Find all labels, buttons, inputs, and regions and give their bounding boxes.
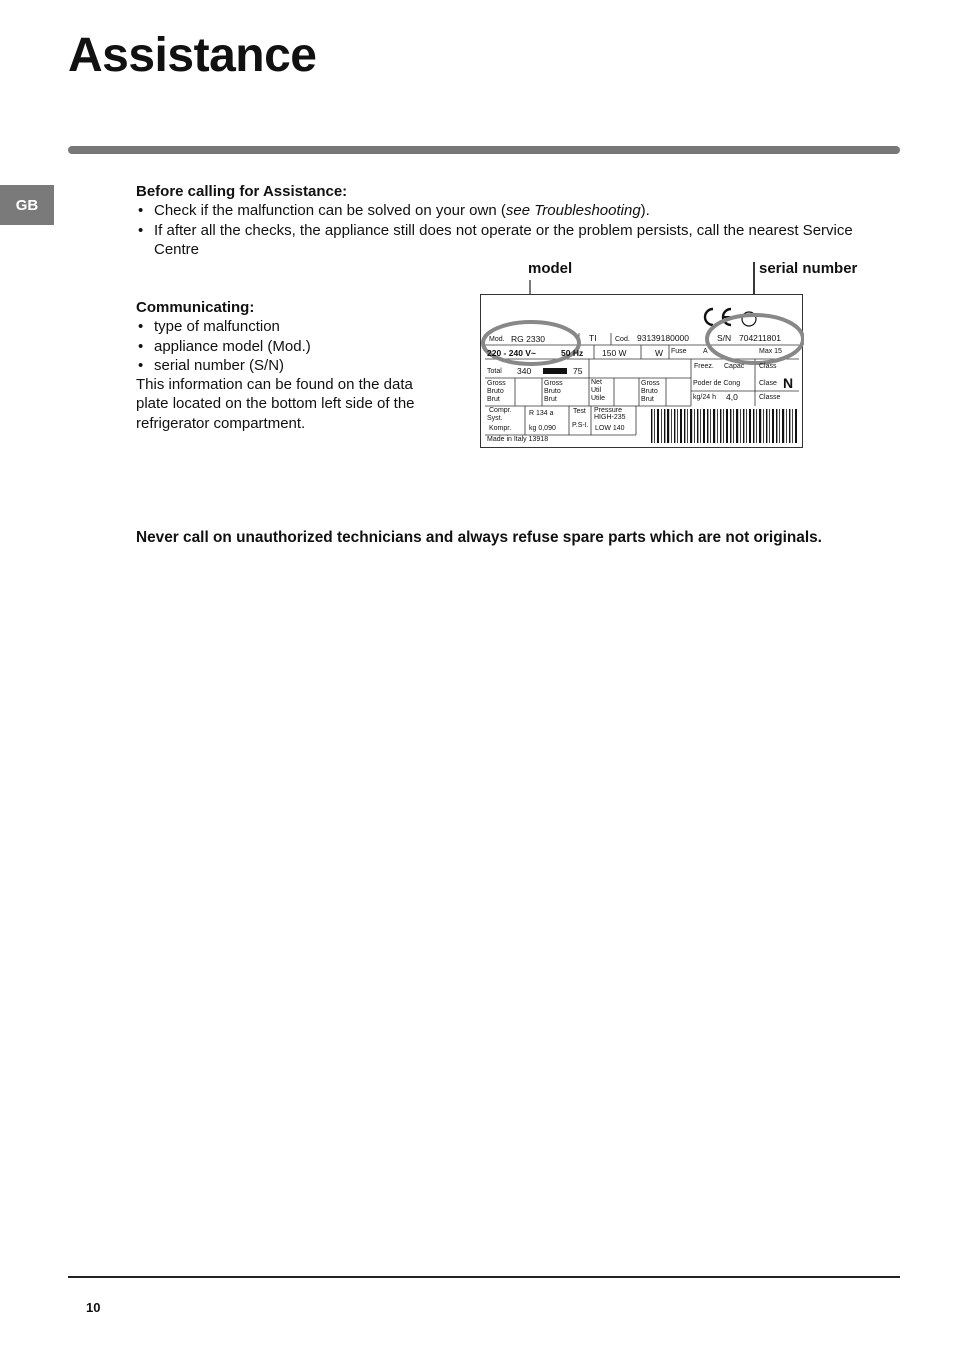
language-tab: GB (0, 185, 54, 225)
plate-sn-label: S/N (717, 333, 732, 343)
serial-number-callout-label: serial number (759, 260, 858, 277)
plate-w: W (655, 348, 664, 358)
plate-class: Class (759, 363, 777, 370)
page-title: Assistance (68, 29, 317, 82)
footer-divider (68, 1276, 900, 1278)
plate-test: Test (573, 408, 586, 415)
plate-bruto-3: Bruto (641, 388, 658, 395)
plate-gross-2: Gross (544, 380, 563, 387)
plate-fuse-a: A (703, 348, 708, 355)
plate-classe: Classe (759, 394, 781, 401)
bullet-text: Check if the malfunction can be solved on your own ( (154, 202, 506, 220)
troubleshooting-reference: see Troubleshooting (505, 202, 641, 220)
list-item (136, 201, 888, 220)
plate-poder: Poder de Cong (693, 380, 741, 387)
plate-climate-class: N (783, 375, 794, 391)
plate-cod-label: Cod. (615, 336, 630, 343)
communicating-note: This information can be found on the data plate located on the bottom left side of the refrigerator compartment. (136, 376, 415, 432)
plate-kg24-value: 4,0 (726, 392, 738, 402)
plate-brut-3: Brut (641, 396, 654, 403)
before-calling-list (136, 201, 888, 259)
plate-bruto-1: Bruto (487, 388, 504, 395)
plate-low: LOW 140 (595, 425, 625, 432)
plate-total-value: 340 (517, 366, 532, 376)
plate-serial-value: 704211801 (739, 333, 781, 343)
plate-utile: Utile (591, 395, 606, 402)
plate-mod-label: Mod. (489, 336, 505, 343)
plate-kompr: Kompr. (489, 425, 512, 432)
plate-refrigerant-kg: kg 0,090 (529, 425, 556, 432)
plate-voltage: 220 - 240 V~ (487, 348, 536, 358)
plate-capac: Capac (724, 363, 745, 370)
plate-max: Max 15 (759, 348, 782, 355)
plate-brut-2: Brut (544, 396, 557, 403)
list-item: • If after all the checks, the appliance still does not operate or the problem persists, call the nearest Service Centre (136, 221, 888, 260)
plate-cod-value: 93139180000 (637, 333, 690, 343)
plate-clase: Clase (759, 380, 777, 387)
list-item: • serial number (S/N) (136, 356, 436, 375)
list-item: • appliance model (Mod.) (136, 337, 436, 356)
plate-fuse: Fuse (671, 348, 687, 355)
plate-frequency: 50 Hz (561, 348, 584, 358)
plate-net: Net (591, 379, 602, 386)
page-number: 10 (86, 1300, 101, 1315)
plate-pressure: Pressure (594, 407, 623, 414)
plate-power: 150 W (602, 348, 627, 358)
plate-high: HIGH-235 (594, 414, 626, 421)
plate-gross-1: Gross (487, 380, 506, 387)
list-item: • type of malfunction (136, 317, 436, 336)
plate-made-in: Made in Italy 13918 (487, 436, 549, 443)
title-divider (68, 146, 900, 154)
warning-text: Never call on unauthorized technicians and always refuse spare parts which are not originals. (136, 529, 822, 546)
plate-total-value-2: 75 (573, 366, 583, 376)
plate-brut-1: Brut (487, 396, 500, 403)
data-plate (480, 294, 803, 448)
plate-refrigerant: R 134 a (529, 410, 554, 417)
model-callout-label: model (528, 260, 573, 277)
data-plate-figure (480, 260, 858, 452)
plate-compr: Compr. (489, 407, 512, 414)
bullet-text-end: ). (640, 202, 650, 220)
plate-kg24: kg/24 h (693, 394, 716, 401)
plate-freez: Freez. (694, 363, 714, 370)
plate-model-value: RG 2330 (511, 334, 546, 344)
plate-syst: Syst. (487, 415, 503, 422)
before-calling-heading: Before calling for Assistance: (136, 183, 348, 200)
plate-ti: TI (589, 333, 597, 343)
plate-bruto-2: Bruto (544, 388, 561, 395)
plate-util: Util (591, 387, 602, 394)
plate-psi: P.S-I. (572, 422, 589, 429)
before-calling-section (136, 182, 888, 259)
communicating-section (136, 298, 436, 433)
communicating-heading: Communicating: (136, 299, 255, 316)
plate-gross-3: Gross (641, 380, 660, 387)
plate-total-label: Total (487, 368, 502, 375)
communicating-list (136, 317, 436, 375)
